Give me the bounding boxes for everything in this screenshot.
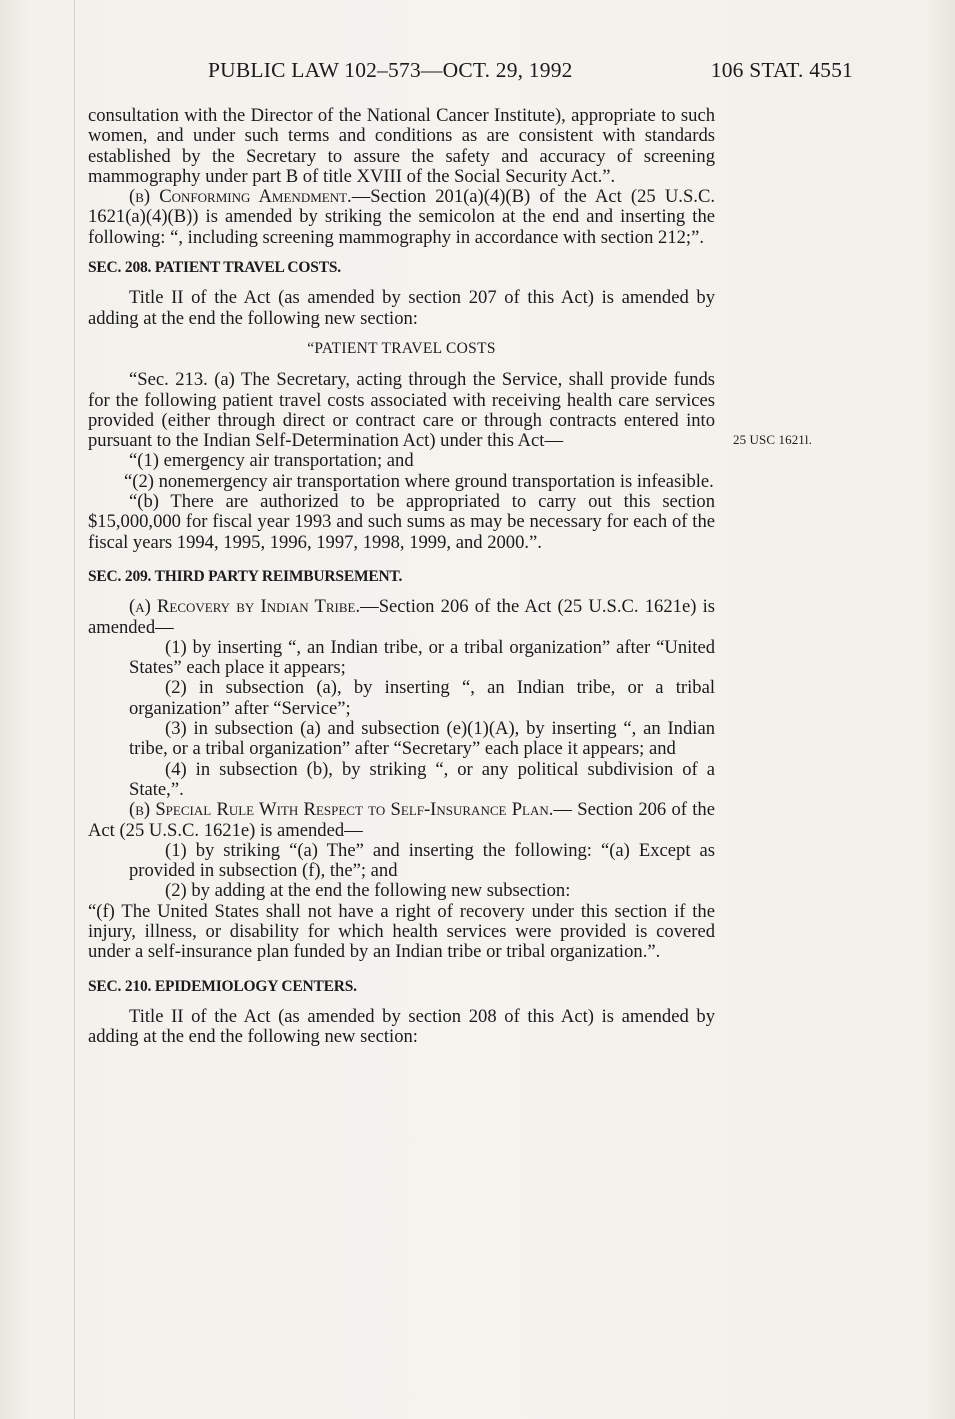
subsection-heading: (b) Conforming Amendment. bbox=[129, 186, 352, 208]
list-item-text: “(2) nonemergency air transportation where ground transportation is infeasible. bbox=[124, 470, 714, 492]
list-item bbox=[88, 638, 715, 679]
paragraph-sec210-intro: Title II of the Act (as amended by section 208 of this Act) is amended by adding at the end the following new section: bbox=[88, 1005, 715, 1048]
section-heading-209: SEC. 209. THIRD PARTY REIMBURSEMENT. bbox=[88, 567, 403, 585]
list-item-text: (4) in subsection (b), by striking “, or any political subdivision of a State,”. bbox=[129, 758, 715, 800]
paragraph-recovery bbox=[88, 597, 715, 638]
header-title: PUBLIC LAW 102–573—OCT. 29, 1992 bbox=[208, 58, 573, 82]
list-item bbox=[88, 719, 715, 760]
paragraph-continuation: consultation with the Director of the National Cancer Institute), appropriate to such women, and under such terms and conditions as are consistent with standards established by the Secretary to assure the safety and accuracy of screening mammography under part B of title XVIII of the Social Security Act.”. bbox=[88, 105, 715, 187]
list-item: “(1) emergency air transportation; and bbox=[129, 450, 414, 472]
list-item: (2) by adding at the end the following new subsection: bbox=[165, 880, 571, 902]
paragraph-subsection-f: “(f) The United States shall not have a right of recovery under this section if the injury, illness, or disability for which health services were provided is covered under a self-insurance plan funded by an Indian tribe or tribal organization.”. bbox=[88, 900, 715, 963]
list-item-text: (3) in subsection (a) and subsection (e)(1)(A), by inserting “, an Indian tribe, or a tribal organization” after “Secretary” each place it appears; and bbox=[129, 718, 715, 760]
document-body bbox=[88, 106, 715, 1047]
inserted-section-title: “PATIENT TRAVEL COSTS bbox=[307, 339, 496, 357]
list-item-text: (2) in subsection (a), by inserting “, an Indian tribe, or a tribal organization” after “Service”; bbox=[129, 677, 715, 719]
subsection-heading: (b) Special Rule With Respect to Self-Insurance Plan. bbox=[129, 799, 554, 821]
section-heading-208: SEC. 208. PATIENT TRAVEL COSTS. bbox=[88, 259, 341, 277]
paragraph-text: —Section 206 of the Act (25 U.S.C. 1621e) is amended— bbox=[88, 596, 716, 638]
running-header bbox=[88, 58, 853, 90]
paragraph-conforming-amendment bbox=[88, 187, 715, 248]
paragraph-sec208-intro: Title II of the Act (as amended by section 207 of this Act) is amended by adding at the end the following new section: bbox=[88, 287, 715, 329]
list-item bbox=[88, 760, 715, 801]
subsection-heading: (a) Recovery by Indian Tribe. bbox=[129, 596, 361, 618]
paragraph-sec213-b: “(b) There are authorized to be appropriated to carry out this section $15,000,000 for fiscal year 1993 and such sums as may be necessary for each of the fiscal years 1994, 1995, 1996, 1997, 1998, 1999, and 2000.”. bbox=[88, 491, 715, 553]
list-item bbox=[88, 678, 715, 719]
margin-citation: 25 USC 1621l. bbox=[733, 432, 812, 447]
paragraph-special-rule bbox=[88, 800, 715, 841]
list-item bbox=[47, 472, 715, 492]
list-item bbox=[88, 841, 715, 882]
list-item-text: (1) by striking “(a) The” and inserting the following: “(a) Except as provided in subsection (f), the”; and bbox=[129, 839, 715, 882]
list-item-text: (1) by inserting “, an Indian tribe, or a tribal organization” after “United States” each place it appears; bbox=[129, 636, 715, 679]
binding-edge bbox=[74, 0, 75, 1419]
header-stat-page: 106 STAT. 4551 bbox=[710, 58, 853, 82]
paragraph-sec213-a: “Sec. 213. (a) The Secretary, acting through the Service, shall provide funds for the following patient travel costs associated with receiving health care services provided (either through direct or contract care or through contracts entered into pursuant to the Indian Self-Determination Act) under this Act— bbox=[88, 369, 715, 452]
paragraph-text: —Section 201(a)(4)(B) of the Act (25 U.S.C. 1621(a)(4)(B)) is amended by striking the semicolon at the end and inserting the following: “, including screening mammography in accordance with section 212;”. bbox=[88, 186, 715, 248]
paragraph-text: — Section 206 of the Act (25 U.S.C. 1621e) is amended— bbox=[88, 799, 715, 841]
section-heading-210: SEC. 210. EPIDEMIOLOGY CENTERS. bbox=[88, 977, 357, 995]
